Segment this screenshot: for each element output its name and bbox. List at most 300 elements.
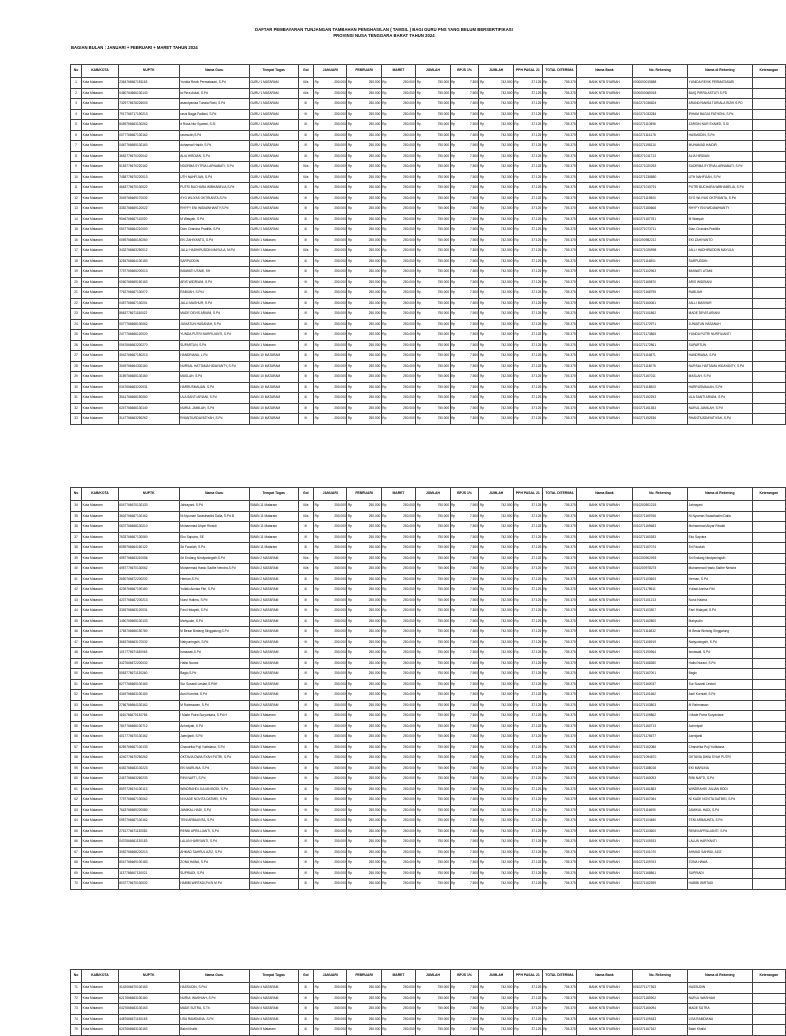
row-jumlah-currency: Rp [416,288,423,299]
row-nama: NURUL JAMILAH, S.Pd [179,403,249,414]
row-bpjs-currency: Rp [450,382,457,393]
row-nmrek: RINI NAFTI, S.Pd [688,774,752,785]
row-kab: Kota Mataram [82,606,119,617]
row-pph: 37.125 [520,837,542,848]
row-gol: III [298,585,314,596]
row-pph: 37.125 [520,340,542,351]
row-kab: Kota Mataram [82,193,119,204]
row-jumlah2: 742.500 [486,340,514,351]
row-jumlah-currency: Rp [416,993,423,1004]
row-norek: 0010271103603 [632,574,688,585]
row-feb: 250.000 [354,183,382,194]
row-nama: LISA RAMDIANA, S.Pd [179,1014,249,1025]
row-mar-currency: Rp [381,88,388,99]
row-gol: III [298,183,314,194]
row-mar: 250.000 [388,658,416,669]
header-row [71,65,786,78]
row-nuptk: 0427666663130163 [118,1004,179,1015]
row-ket [752,256,785,267]
row-jan-currency: Rp [314,606,321,617]
row-no: 72 [71,993,82,1004]
row-jumlah: 750.000 [422,393,450,404]
row-jan: 250.000 [320,277,347,288]
row-bpjs-currency: Rp [450,340,457,351]
row-nama: rasni Bagja Fadlani, S.Pd [179,109,249,120]
row-feb-currency: Rp [347,522,354,533]
row-jumlah2: 742.500 [486,816,514,827]
col-nama-header: Nama Guru [179,488,249,501]
row-gol: III [298,225,314,236]
row-gol: III [298,1025,314,1036]
row-feb-currency: Rp [347,732,354,743]
row-bank: BANK NTB SYARIAH [577,1004,633,1015]
row-total-currency: Rp [542,340,549,351]
row-jumlah-currency: Rp [416,162,423,173]
row-bpjs-currency: Rp [450,204,457,215]
row-mar: 250.000 [388,763,416,774]
row-mar-currency: Rp [381,267,388,278]
row-jumlah-currency: Rp [416,277,423,288]
row-ket [752,522,785,533]
row-jumlah2: 742.500 [486,183,514,194]
header-row [71,970,786,983]
row-kab: Kota Mataram [82,574,119,585]
row-feb: 250.000 [354,983,382,994]
payment-table-3 [70,969,786,1036]
row-feb: 250.000 [354,130,382,141]
row-jumlah2-currency: Rp [479,414,486,425]
row-kab: Kota Mataram [82,99,119,110]
row-jumlah: 750.000 [422,214,450,225]
row-jumlah2: 742.500 [486,795,514,806]
row-pph-currency: Rp [513,595,520,606]
row-jumlah2-currency: Rp [479,298,486,309]
row-ket [752,648,785,659]
row-jumlah-currency: Rp [416,330,423,341]
row-total-currency: Rp [542,585,549,596]
row-nuptk: 6247666663130163 [118,1025,179,1036]
row-nuptk: 4239766667190180 [118,585,179,596]
row-jumlah-currency: Rp [416,372,423,383]
row-jumlah-currency: Rp [416,606,423,617]
period-label: BAGIAN BULAN : JANUARI + FEBRUARI + MARET TAHUN 2024 [71,45,198,50]
row-no: 74 [71,1014,82,1025]
row-nmrek: SYG WLIYAS OKTRIANTA, S.Pd [688,193,752,204]
row-total: 705.375 [549,204,577,215]
row-kab: Kota Mataram [82,162,119,173]
row-jumlah2: 742.500 [486,532,514,543]
row-norek: 0010271116690 [632,805,688,816]
row-jan-currency: Rp [314,393,321,404]
row-gol: III [298,595,314,606]
row-ket [752,742,785,753]
row-kab: Kota Mataram [82,225,119,236]
row-nama: RHYFY ENI WIDIAWHANTY,S.Pd [179,204,249,215]
row-ket [752,606,785,617]
row-jumlah2-currency: Rp [479,574,486,585]
row-bpjs: 7.500 [457,330,479,341]
row-bpjs-currency: Rp [450,868,457,879]
row-nama: Jaenijanti, S.Pd [179,732,249,743]
row-bpjs-currency: Rp [450,361,457,372]
col-feb-header: FEBRUARI [347,488,381,501]
row-total-currency: Rp [542,309,549,320]
row-bpjs: 7.500 [457,648,479,659]
row-mar-currency: Rp [381,627,388,638]
row-jumlah-currency: Rp [416,553,423,564]
row-jumlah2: 742.500 [486,669,514,680]
row-norek: 0010271104480 [632,816,688,827]
row-jumlah: 750.000 [422,763,450,774]
row-nama: OKTAVIA DWIA SYAH PUTRI, S.Pd [179,753,249,764]
row-tempat: SMAN 10 MATARAM [249,414,298,425]
row-kab: Kota Mataram [82,340,119,351]
row-tempat: GURU 1 MATARAM [249,141,298,152]
row-no: 54 [71,711,82,722]
col-nmrek-header: Nama di Rekening [688,970,752,983]
row-mar-currency: Rp [381,256,388,267]
row-bpjs: 7.500 [457,522,479,533]
row-jan: 250.000 [320,1025,347,1036]
row-total: 705.375 [549,393,577,404]
row-kab: Kota Mataram [82,522,119,533]
row-gol: III [298,753,314,764]
row-feb: 250.000 [354,319,382,330]
row-nuptk: 4957776670130062 [118,564,179,575]
row-pph: 37.125 [520,826,542,837]
row-bank: BANK NTB SYARIAH [577,616,633,627]
row-pph: 37.125 [520,700,542,711]
row-total-currency: Rp [542,532,549,543]
row-jumlah: 750.000 [422,522,450,533]
row-bank: BANK NTB SYARIAH [577,511,633,522]
row-bpjs: 7.500 [457,616,479,627]
row-ket [752,141,785,152]
row-mar: 250.000 [388,151,416,162]
row-jan: 250.000 [320,816,347,827]
row-total-currency: Rp [542,88,549,99]
row-ket [752,382,785,393]
row-kab: Kota Mataram [82,382,119,393]
row-nuptk: 0637766668130210 [118,522,179,533]
row-bpjs: 7.500 [457,868,479,879]
row-feb-currency: Rp [347,340,354,351]
row-mar-currency: Rp [381,993,388,1004]
row-total-currency: Rp [542,879,549,890]
row-tempat: SMAN 1 Mataram [249,235,298,246]
row-pph: 37.125 [520,805,542,816]
row-bpjs: 7.500 [457,858,479,869]
row-feb-currency: Rp [347,78,354,89]
row-feb: 250.000 [354,330,382,341]
row-nama: AHMAD SAHRUL AZIZ, S.Pd [179,847,249,858]
table-row [71,277,786,288]
col-kab-header: KAB/KOTA [82,65,119,78]
row-bpjs: 7.500 [457,267,479,278]
row-jan-currency: Rp [314,993,321,1004]
row-ket [752,711,785,722]
row-no: 29 [71,372,82,383]
row-bank: BANK NTB SYARIAH [577,732,633,743]
table-row [71,109,786,120]
row-pph: 37.125 [520,193,542,204]
row-total: 705.375 [549,277,577,288]
row-pph: 37.125 [520,711,542,722]
row-nmrek: WINDRAHDI JULIAN BODI [688,784,752,795]
row-jumlah2: 742.500 [486,879,514,890]
row-total-currency: Rp [542,204,549,215]
row-gol: III [298,700,314,711]
row-bank: BANK NTB SYARIAH [577,522,633,533]
row-norek: 0010271167084 [632,795,688,806]
row-no: 19 [71,267,82,278]
row-nama: NI KADE NOVITA DATMEI, S.Pd [179,795,249,806]
col-jan-header: JANUARI [314,65,347,78]
row-tempat: SMAN 2 MATARAM [249,585,298,596]
row-nama: Halisi Nurani [179,658,249,669]
row-ket [752,700,785,711]
row-pph: 37.125 [520,868,542,879]
row-bpjs: 7.500 [457,700,479,711]
row-gol: III [298,151,314,162]
row-mar: 250.000 [388,637,416,648]
row-jan-currency: Rp [314,193,321,204]
row-nmrek: Mahyudin [688,616,752,627]
row-jumlah: 750.000 [422,816,450,827]
row-no: 60 [71,774,82,785]
row-bank: BANK NTB SYARIAH [577,847,633,858]
row-no: 75 [71,1025,82,1036]
row-feb: 250.000 [354,162,382,173]
row-nmrek: YUNIDA REVIK PERMATASARI [688,78,752,89]
row-jumlah2: 742.500 [486,711,514,722]
row-feb: 250.000 [354,382,382,393]
row-jan: 250.000 [320,858,347,869]
row-bpjs-currency: Rp [450,679,457,690]
table-row [71,1025,786,1036]
row-pph: 37.125 [520,574,542,585]
row-feb-currency: Rp [347,141,354,152]
row-tempat: GURU 2 MATARAM [249,204,298,215]
table-row [71,847,786,858]
row-gol: III [298,669,314,680]
row-pph-currency: Rp [513,319,520,330]
col-norek-header: No. Rekening [632,970,688,983]
col-tempat-header: Tempat Tugas [249,65,298,78]
row-ket [752,78,785,89]
row-jumlah2-currency: Rp [479,784,486,795]
row-jumlah2: 742.500 [486,288,514,299]
row-tempat: SMAN 10 MATARAM [249,361,298,372]
row-tempat: GURU 1 MATARAM [249,172,298,183]
row-tempat: SMAN 1 Mataram [249,267,298,278]
row-jumlah-currency: Rp [416,983,423,994]
row-kab: Kota Mataram [82,511,119,522]
row-ket [752,267,785,278]
row-mar: 250.000 [388,235,416,246]
row-jumlah: 750.000 [422,679,450,690]
row-mar-currency: Rp [381,1014,388,1025]
row-jumlah2-currency: Rp [479,732,486,743]
table-row [71,522,786,533]
row-jumlah2-currency: Rp [479,847,486,858]
row-bpjs: 7.500 [457,753,479,764]
row-feb: 250.000 [354,288,382,299]
row-tempat: SMAN 1 Mataram [249,256,298,267]
row-jumlah2-currency: Rp [479,256,486,267]
row-mar: 250.000 [388,858,416,869]
row-total: 705.375 [549,214,577,225]
row-nuptk: 1017776671180063 [118,648,179,659]
row-bpjs: 7.500 [457,361,479,372]
row-total-currency: Rp [542,983,549,994]
row-bank: BANK NTB SYARIAH [577,868,633,879]
row-total: 705.375 [549,361,577,372]
row-mar-currency: Rp [381,690,388,701]
row-gol: III/a [298,501,314,512]
row-total-currency: Rp [542,595,549,606]
row-mar-currency: Rp [381,543,388,554]
row-nuptk: 1137766667130021 [118,868,179,879]
row-jan: 250.000 [320,88,347,99]
table-row [71,267,786,278]
row-norek: 0010271109153 [632,837,688,848]
row-feb-currency: Rp [347,879,354,890]
row-bank: BANK NTB SYARIAH [577,298,633,309]
row-nuptk: 0457766667130201 [118,298,179,309]
row-gol: III [298,784,314,795]
row-jumlah2: 742.500 [486,109,514,120]
row-bpjs-currency: Rp [450,162,457,173]
row-jan: 250.000 [320,414,347,425]
row-total: 705.375 [549,78,577,89]
row-total: 705.375 [549,288,577,299]
row-kab: Kota Mataram [82,805,119,816]
row-gol: III [298,532,314,543]
row-nmrek: Jaenijanti [688,732,752,743]
row-nama: EKI MARLINA, S.Pd [179,763,249,774]
row-bpjs: 7.500 [457,151,479,162]
row-ket [752,637,785,648]
row-kab: Kota Mataram [82,214,119,225]
row-total: 705.375 [549,193,577,204]
row-jan-currency: Rp [314,868,321,879]
row-tempat: SMAN 5 Mataram [249,1025,298,1036]
row-jumlah2-currency: Rp [479,595,486,606]
row-jumlah-currency: Rp [416,78,423,89]
row-bpjs: 7.500 [457,403,479,414]
table-row [71,574,786,585]
row-total: 705.375 [549,774,577,785]
row-gol: III [298,721,314,732]
row-mar: 250.000 [388,372,416,383]
row-jan: 250.000 [320,983,347,994]
row-nuptk: 7643766669220080 [118,805,179,816]
row-jumlah: 750.000 [422,805,450,816]
row-pph: 37.125 [520,298,542,309]
row-nuptk: 7757765665200013 [118,267,179,278]
row-nuptk: 7757766667130062 [118,795,179,806]
row-feb: 250.000 [354,837,382,848]
row-feb: 250.000 [354,225,382,236]
row-bank: BANK NTB SYARIAH [577,288,633,299]
row-total: 705.375 [549,983,577,994]
row-kab: Kota Mataram [82,141,119,152]
row-jumlah: 750.000 [422,1025,450,1036]
row-pph: 37.125 [520,109,542,120]
row-jumlah2-currency: Rp [479,616,486,627]
row-jumlah2: 742.500 [486,141,514,152]
table-row [71,616,786,627]
row-total: 705.375 [549,1004,577,1015]
row-jumlah2: 742.500 [486,753,514,764]
row-no: 17 [71,246,82,257]
row-jan: 250.000 [320,763,347,774]
row-jumlah-currency: Rp [416,256,423,267]
row-tempat: SMAN 3 Mataram [249,742,298,753]
payment-table-1 [70,64,786,425]
row-tempat: SMAN 10 MATARAM [249,372,298,383]
row-no: 4 [71,109,82,120]
row-bpjs-currency: Rp [450,616,457,627]
row-mar-currency: Rp [381,742,388,753]
table-row [71,774,786,785]
row-jan-currency: Rp [314,99,321,110]
row-nmrek: ZONA HAWA [688,858,752,869]
row-no: 66 [71,837,82,848]
row-nuptk: 9046766667110020 [118,214,179,225]
row-bpjs-currency: Rp [450,658,457,669]
row-jumlah2-currency: Rp [479,88,486,99]
row-bpjs-currency: Rp [450,246,457,257]
row-ket [752,627,785,638]
row-tempat: SMAN 4 Mataram [249,847,298,858]
table-row [71,193,786,204]
row-norek: 0000000069018 [632,88,688,99]
row-jan: 250.000 [320,351,347,362]
row-nmrek: M Rahmawan [688,700,752,711]
row-feb-currency: Rp [347,553,354,564]
row-feb-currency: Rp [347,361,354,372]
row-pph-currency: Rp [513,679,520,690]
row-nuptk: 0247766666130140 [118,403,179,414]
row-tempat: SMAN 2 MATARAM [249,648,298,659]
row-bank: BANK NTB SYARIAH [577,993,633,1004]
row-kab: Kota Mataram [82,983,119,994]
row-nuptk: 4663776670130022 [118,183,179,194]
row-total: 705.375 [549,109,577,120]
row-no: 46 [71,627,82,638]
row-jumlah-currency: Rp [416,763,423,774]
row-pph-currency: Rp [513,351,520,362]
table-row [71,983,786,994]
row-bpjs: 7.500 [457,543,479,554]
row-pph-currency: Rp [513,868,520,879]
row-kab: Kota Mataram [82,1025,119,1036]
row-ket [752,511,785,522]
row-gol: III [298,214,314,225]
row-mar-currency: Rp [381,372,388,383]
row-pph: 37.125 [520,382,542,393]
row-gol: III [298,414,314,425]
row-jumlah2-currency: Rp [479,795,486,806]
row-feb: 250.000 [354,246,382,257]
row-tempat: SMAN 4 Mataram [249,858,298,869]
row-pph: 37.125 [520,172,542,183]
row-bpjs: 7.500 [457,742,479,753]
row-gol: III [298,658,314,669]
row-nama: rasmudin,S.Pd [179,130,249,141]
